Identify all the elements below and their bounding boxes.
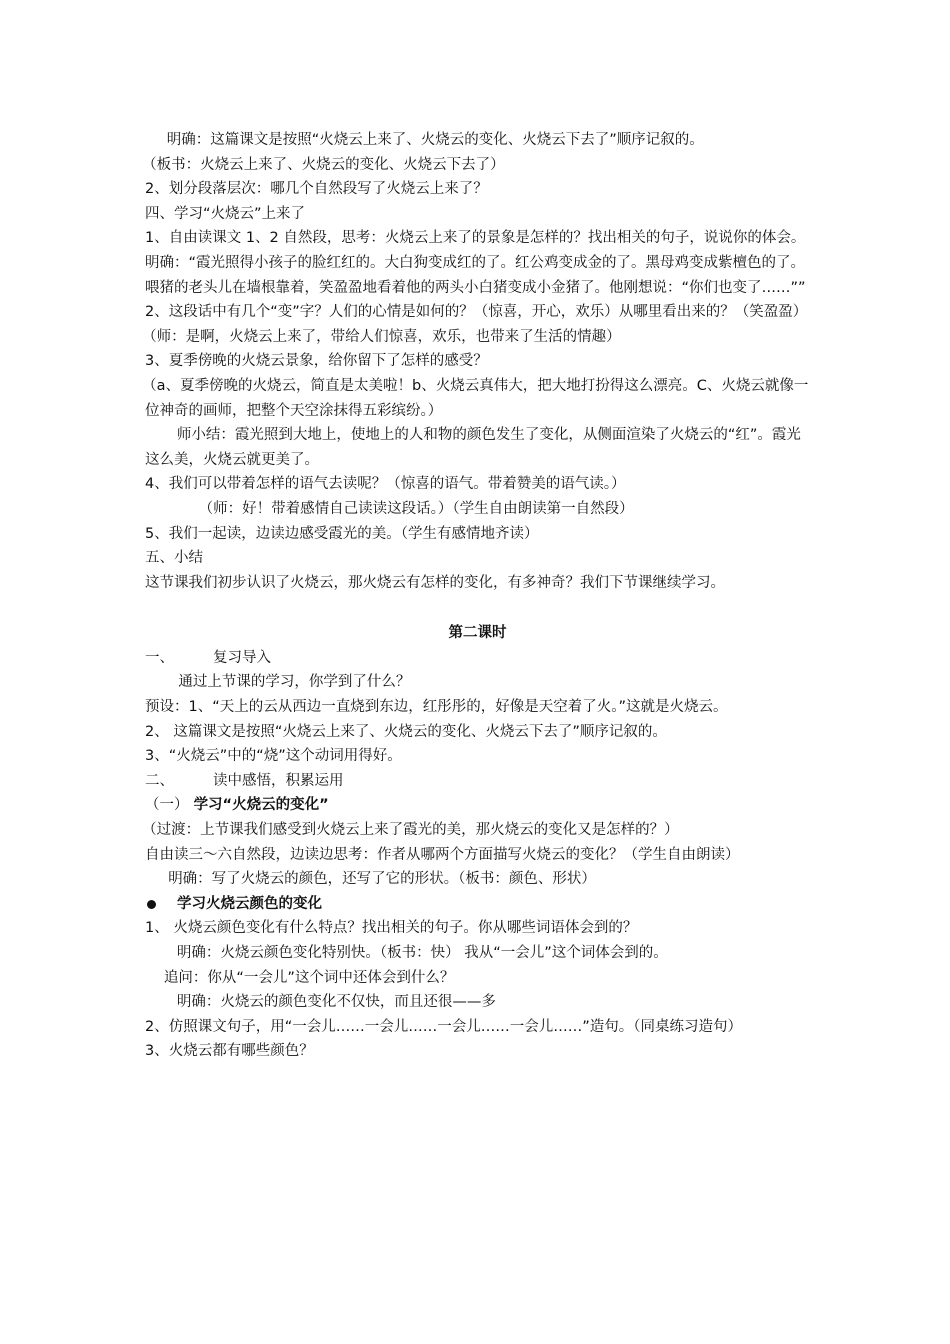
paragraph: 追问：你从“一会儿”这个词中还体会到什么？	[163, 969, 455, 986]
bullet-heading	[145, 892, 810, 917]
part-heading	[145, 769, 810, 794]
section-heading: 四、学习“火烧云”上来了	[145, 205, 306, 222]
paragraph: 1、自由读课文 1、2 自然段，思考：火烧云上来了的景象是怎样的？找出相关的句子，说说你的体会。	[145, 230, 806, 247]
subsection-number: （一）	[145, 797, 189, 814]
paragraph: 3、夏季傍晚的火烧云景象，给你留下了怎样的感受？	[145, 353, 488, 370]
paragraph: 师小结：霞光照到大地上，使地上的人和物的颜色发生了变化，从侧面渲染了火烧云的“红”。霞光这么美，火烧云就更美了。	[145, 427, 801, 468]
paragraph: 2、 这篇课文是按照“火烧云上来了、火烧云的变化、火烧云下去了”顺序记叙的。	[145, 723, 667, 740]
paragraph: 明确：“霞光照得小孩子的脸红红的。大白狗变成红的了。红公鸡变成金的了。黑母鸡变成紫檀色的了。喂猪的老头儿在墙根靠着，笑盈盈地看着他的两头小白猪变成小金猪了。他刚想说：“你们也变了……””	[145, 254, 806, 296]
paragraph: 自由读三～六自然段，边读边思考：作者从哪两个方面描写火烧云的变化？（学生自由朗读）	[145, 846, 740, 863]
paragraph: 3、火烧云都有哪些颜色？	[145, 1043, 314, 1060]
paragraph: 4、我们可以带着怎样的语气去读呢？（惊喜的语气。带着赞美的语气读。）	[145, 476, 626, 493]
part-number: 二、	[145, 772, 174, 789]
paragraph: 明确：火烧云颜色变化特别快。（板书：快） 我从“一会儿”这个词体会到的。	[176, 945, 668, 961]
paragraph: （板书：火烧云上来了、火烧云的变化、火烧云下去了）	[142, 156, 505, 173]
paragraph: （师：好！带着感情自己读读这段话。）（学生自由朗读第一自然段）	[198, 500, 634, 517]
bullet-icon	[147, 900, 156, 909]
paragraph: 明确：这篇课文是按照“火烧云上来了、火烧云的变化、火烧云下去了”顺序记叙的。	[166, 132, 704, 148]
paragraph: 2、仿照课文句子，用“一会儿……一会儿……一会儿……一会儿……”造句。（同桌练习造句）	[145, 1018, 742, 1035]
paragraph: （过渡：上节课我们感受到火烧云上来了霞光的美，那火烧云的变化又是怎样的？）	[142, 822, 679, 839]
paragraph: 通过上节课的学习，你学到了什么？	[178, 674, 411, 691]
paragraph: 明确：火烧云的颜色变化不仅快，而且还很——多	[176, 994, 496, 1011]
part-number: 一、	[145, 649, 174, 666]
lesson-title: 第二课时	[448, 625, 507, 642]
subsection-title: 学习“火烧云的变化”	[193, 797, 329, 814]
paragraph: （师：是啊，火烧云上来了，带给人们惊喜，欢乐，也带来了生活的情趣）	[142, 328, 621, 345]
part-title: 读中感悟，积累运用	[213, 772, 344, 789]
paragraph: 这节课我们初步认识了火烧云，那火烧云有怎样的变化，有多神奇？我们下节课继续学习。	[145, 574, 725, 591]
part-title: 复习导入	[213, 649, 271, 666]
subsection-heading	[145, 793, 810, 818]
paragraph: 2、这段话中有几个“变”字？人们的心情是如何的？（惊喜，开心，欢乐）从哪里看出来的？（笑盈盈）	[145, 304, 808, 321]
section-heading: 五、小结	[145, 550, 203, 567]
paragraph: 5、我们一起读，边读边感受霞光的美。（学生有感情地齐读）	[145, 525, 539, 542]
part-heading	[145, 646, 810, 671]
bullet-heading-text: 学习火烧云颜色的变化	[177, 895, 322, 912]
paragraph: 明确：写了火烧云的颜色，还写了它的形状。（板书：颜色、形状）	[168, 871, 596, 888]
paragraph: 2、划分段落层次：哪几个自然段写了火烧云上来了？	[145, 181, 488, 198]
paragraph: 1、 火烧云颜色变化有什么特点？找出相关的句子。你从哪些词语体会到的？	[145, 920, 638, 937]
paragraph: （a、夏季傍晚的火烧云，简直是太美啦！b、火烧云真伟大，把大地打扮得这么漂亮。C、火烧云就像一位神奇的画师，把整个天空涂抹得五彩缤纷。）	[142, 377, 809, 419]
document-page	[142, 128, 810, 1064]
paragraph: 预设：1、“天上的云从西边一直烧到东边，红彤彤的，好像是天空着了火。”这就是火烧云。	[145, 699, 728, 716]
paragraph: 3、“火烧云”中的“烧”这个动词用得好。	[145, 748, 402, 765]
